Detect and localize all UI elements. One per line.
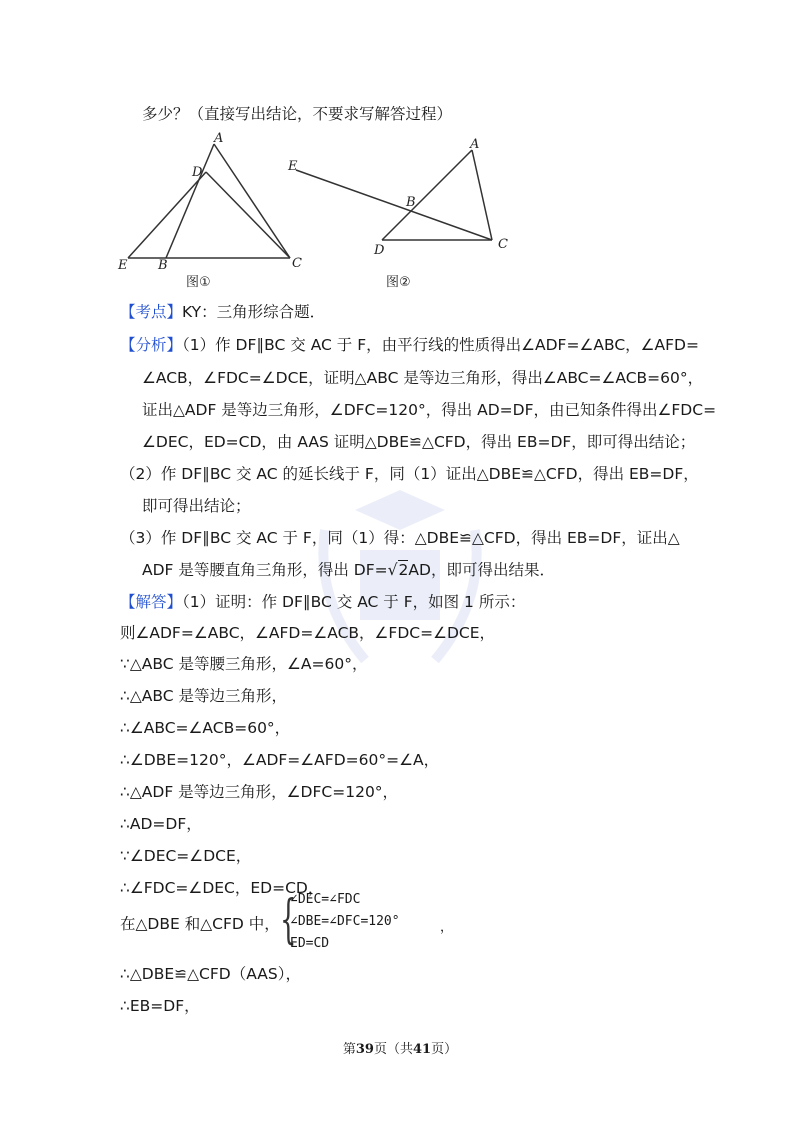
fenxi-text-1: （1）作 DF∥BC 交 AC 于 F，由平行线的性质得出∠ADF=∠ABC，∠AFD= [182, 336, 699, 354]
jieda-tag: 【解答】 [120, 593, 183, 611]
jieda-line-7: ∴△ADF 是等边三角形，∠DFC=120°， [120, 783, 399, 801]
jieda-line-13: ∴EB=DF， [120, 997, 200, 1015]
fenxi-line-4: ∠DEC，ED=CD，由 AAS 证明△DBE≌△CFD，得出 EB=DF，即可得出结论； [142, 433, 696, 451]
fenxi-line-5: （2）作 DF∥BC 交 AC 的延长线于 F，同（1）证出△DBE≌△CFD，得出 EB=DF， [120, 465, 699, 483]
fig2-label-c: C [498, 237, 508, 252]
system-eq-2: ∠DBE=∠DFC=120° [290, 914, 400, 929]
fenxi-line-6: 即可得出结论； [142, 497, 251, 515]
figure-2-diagram [282, 136, 522, 296]
fenxi-line-7: （3）作 DF∥BC 交 AC 于 F，同（1）得：△DBE≌△CFD，得出 EB=DF，证出△ [120, 529, 680, 547]
jieda-line-12: ∴△DBE≌△CFD（AAS）， [120, 965, 301, 983]
fenxi-line-2: ∠ACB，∠FDC=∠DCE，证明△ABC 是等边三角形，得出∠ABC=∠ACB=60°， [142, 369, 704, 387]
footer-mid: 页（共 [373, 1042, 413, 1057]
jieda-line-11: 在△DBE 和△CFD 中， [120, 915, 280, 933]
fenxi-text-8b: AD，即可得出结果． [408, 561, 555, 579]
sqrt-symbol: √2 [387, 561, 409, 579]
footer-page-number: 39 [355, 1042, 374, 1057]
jieda-line-6: ∴∠DBE=120°，∠ADF=∠AFD=60°=∠A， [120, 751, 440, 769]
sqrt-radicand: 2 [398, 561, 409, 579]
fig1-label-b: B [158, 258, 168, 273]
kaodian-text: KY：三角形综合题． [182, 303, 326, 321]
fig1-label-e: E [118, 258, 128, 273]
kaodian-tag: 【考点】 [120, 303, 183, 321]
fig1-label-c: C [292, 256, 302, 271]
system-eq-1: ∠DEC=∠FDC [290, 892, 361, 907]
fig2-label-e: E [288, 159, 298, 174]
jieda-line-8: ∴AD=DF， [120, 815, 202, 833]
jieda-line-4: ∴△ABC 是等边三角形， [120, 687, 287, 705]
fig2-label-d: D [374, 243, 385, 258]
fig2-caption: 图② [386, 275, 411, 290]
system-tail: ， [440, 920, 454, 935]
system-eq-3: ED=CD [290, 936, 330, 951]
fenxi-text-8a: ADF 是等腰直角三角形，得出 DF= [142, 561, 388, 579]
kaodian-line [120, 302, 325, 322]
fenxi-line-8 [142, 560, 555, 580]
footer-total-pages: 41 [413, 1042, 432, 1057]
jieda-line-5: ∴∠ABC=∠ACB=60°， [120, 719, 291, 737]
fig1-caption: 图① [186, 275, 211, 290]
fig2-label-a: A [470, 137, 480, 152]
fig1-label-a: A [214, 131, 224, 146]
fig2-label-b: B [406, 195, 416, 210]
fig1-label-d: D [192, 165, 203, 180]
jieda-line-2: 则∠ADF=∠ABC，∠AFD=∠ACB，∠FDC=∠DCE， [120, 624, 496, 642]
jieda-text-1: （1）证明：作 DF∥BC 交 AC 于 F，如图 1 所示： [182, 593, 526, 611]
jieda-line-1 [120, 592, 525, 612]
fenxi-line-1 [120, 335, 699, 355]
fenxi-tag: 【分析】 [120, 336, 183, 354]
footer-suffix: 页） [431, 1042, 458, 1057]
footer-prefix: 第 [342, 1042, 356, 1057]
jieda-line-3: ∵△ABC 是等腰三角形，∠A=60°， [120, 655, 368, 673]
system-brace: { [280, 890, 297, 950]
figure-2 [282, 136, 522, 300]
page-footer [0, 1038, 800, 1057]
question-tail: 多少？（直接写出结论，不要求写解答过程） [142, 105, 453, 123]
jieda-line-9: ∵∠DEC=∠DCE， [120, 847, 252, 865]
equation-system [280, 890, 480, 956]
fenxi-line-3: 证出△ADF 是等边三角形，∠DFC=120°，得出 AD=DF，由已知条件得出∠FDC= [142, 401, 717, 419]
jieda-line-10: ∴∠FDC=∠DEC，ED=CD， [120, 879, 324, 897]
